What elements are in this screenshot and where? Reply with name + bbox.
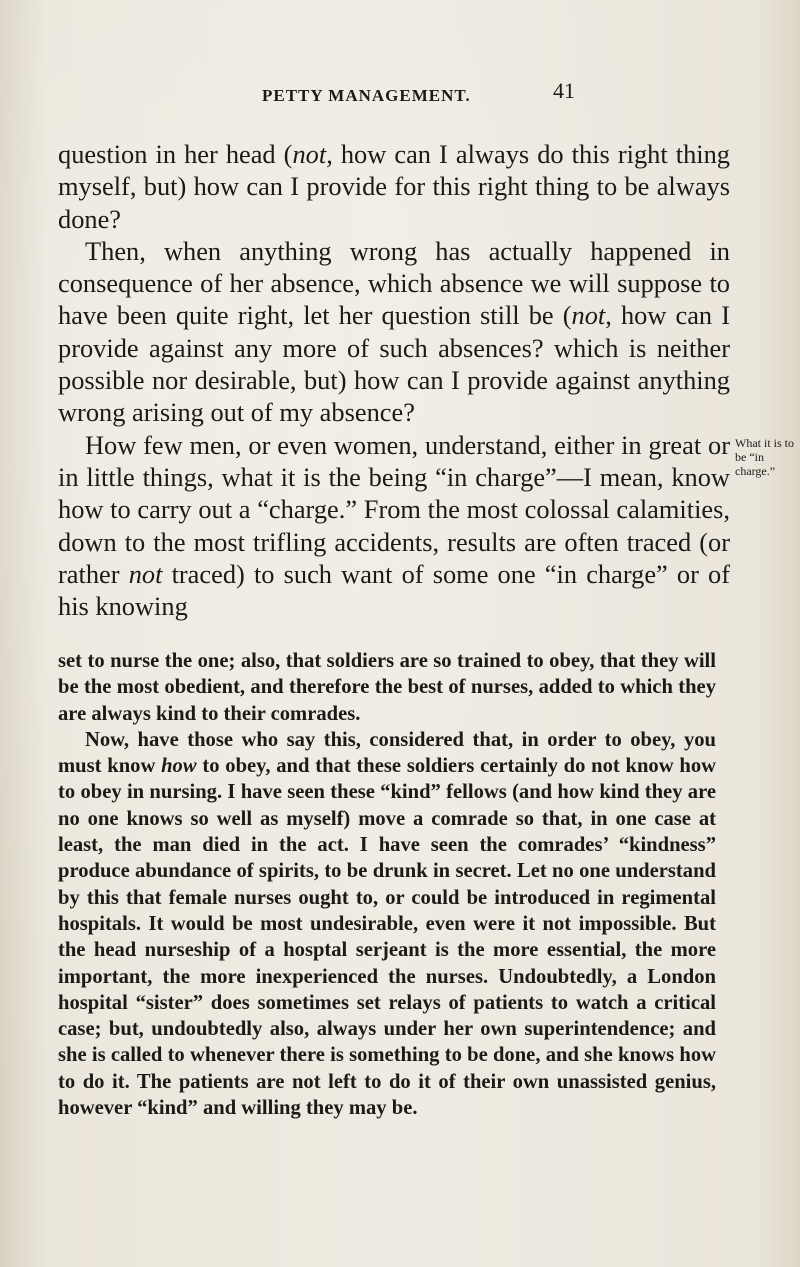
paragraph — [58, 138, 730, 235]
text-run: How few men, or even women, understand, either in great or in little things, what it is the being “in charge”—I mean, know how to carry out a “charge.” From the most colossal calamities, down to the most trifling accidents, results are often traced (or rather — [58, 429, 730, 589]
text-run: to obey, and that these soldiers certainly do not know how to obey in nursing. I have seen these “kind” fellows (and how kind they are no one knows so well as myself) move a comrade so that, in one case at least, the man died in the act. I have seen the comrades’ “kindness” produce abundance of spirits, to be drunk in secret. Let no one understand by this that female nurses ought to, or could be introduced in regimental hospitals. It would be most undesirable, even were it not impossible. But the head nurseship of a hosptal serjeant is the more essential, the more important, the more inexperienced the nurses. Undoubtedly, a London hospital “sister” does sometimes set relays of patients to watch a critical case; but, undoubtedly also, always under her own superintendence; and she is called to whenever there is something to be done, and she knows how to do it. The patients are not left to do it of their own unassisted genius, however “kind” and willing they may be. — [58, 755, 716, 1120]
text-run: question in her head ( — [58, 139, 293, 169]
text-run: Now, have those who say this, considered that, in order to obey, you must know — [58, 728, 716, 778]
paragraph: set to nurse the one; also, that soldiers are so trained to obey, that they will be the most obedient, and therefore the best of nurses, added to which they are always kind to their comrades. — [58, 650, 716, 725]
paragraph — [58, 235, 730, 429]
footnote-text — [58, 648, 716, 1121]
italic-run: not, — [571, 300, 612, 331]
italic-run: how — [161, 755, 197, 778]
text-run: traced) to such want of some one “in charge” or of his knowing — [58, 558, 731, 622]
text-run: how can I provide against any more of such absences? which is neither possible nor desirable, but) how can I provide against anything wrong arising out of my absence? — [58, 300, 730, 428]
text-run: how can I always do this right thing myself, but) how can I provide for this right thing to be always done? — [58, 139, 730, 234]
paragraph — [58, 727, 716, 1121]
margin-note: What it is to be “in charge.” — [735, 436, 794, 478]
running-title: PETTY MANAGEMENT. — [262, 86, 471, 105]
main-text — [58, 138, 730, 622]
italic-run: not, — [292, 139, 333, 169]
page-number: 41 — [553, 78, 575, 103]
text-run: Then, when anything wrong has actually happened in consequence of her absence, which absence we will suppose to have been quite right, let her question still be ( — [58, 235, 730, 331]
italic-run: not — [128, 558, 163, 589]
paragraph — [58, 429, 730, 623]
